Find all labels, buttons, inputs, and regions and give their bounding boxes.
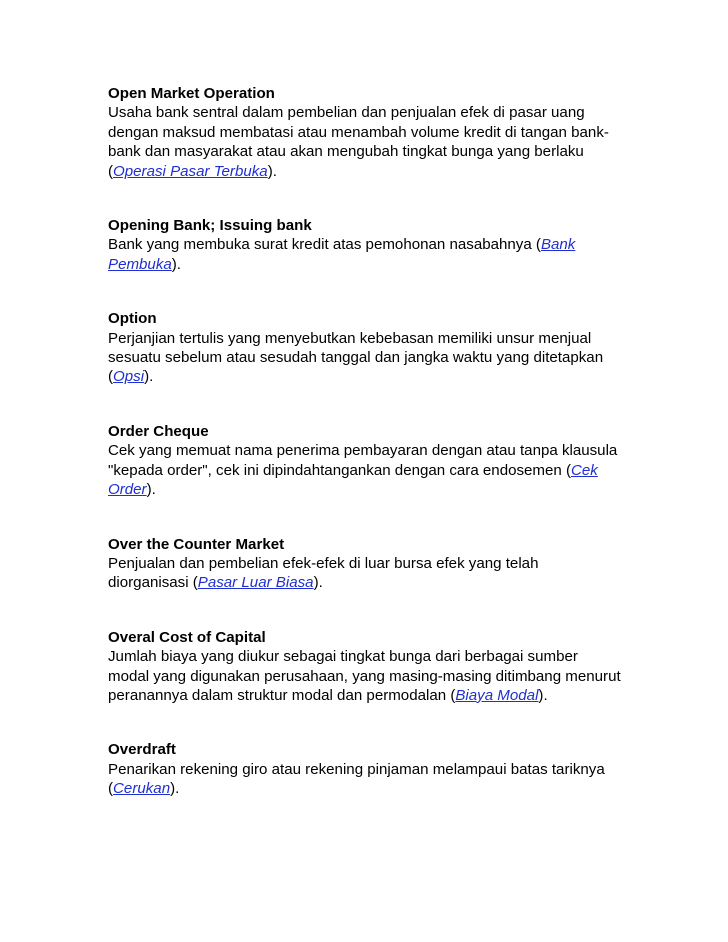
entry-term: Over the Counter Market (108, 535, 285, 553)
glossary-page (108, 84, 623, 834)
entry-definition (108, 647, 623, 705)
definition-suffix: ). (144, 368, 154, 386)
glossary-entry (108, 216, 623, 274)
entry-definition (108, 103, 623, 181)
definition-text: Cek yang memuat nama penerima pembayaran dengan atau tanpa klausula "kepada order", cek ini dipindahtangankan dengan cara endosemen ( (108, 442, 618, 479)
glossary-entry (108, 740, 623, 798)
translation-link[interactable]: Opsi (113, 368, 145, 386)
glossary-entry (108, 309, 623, 387)
translation-link[interactable]: Bank Pembuka (108, 236, 576, 273)
definition-suffix: ). (267, 162, 277, 180)
entry-term: Open Market Operation (108, 85, 275, 102)
entry-definition (108, 441, 623, 499)
translation-link[interactable]: Cerukan (113, 780, 171, 798)
definition-suffix: ). (538, 686, 548, 704)
entry-term: Overal Cost of Capital (108, 628, 266, 646)
definition-suffix: ). (146, 481, 156, 499)
definition-text: Penarikan rekening giro atau rekening pinjaman melampaui batas tariknya ( (108, 760, 605, 798)
translation-link[interactable]: Biaya Modal (455, 686, 539, 704)
entry-term: Overdraft (108, 741, 176, 759)
entry-term: Order Cheque (108, 422, 209, 440)
translation-link[interactable]: Pasar Luar Biasa (197, 574, 314, 592)
glossary-entry (108, 628, 623, 706)
definition-text: Bank yang membuka surat kredit atas pemohonan nasabahnya ( (108, 236, 541, 254)
glossary-entry (108, 422, 623, 500)
definition-text: Penjualan dan pembelian efek-efek di luar bursa efek yang telah diorganisasi ( (108, 554, 539, 592)
definition-suffix: ). (313, 574, 323, 592)
entry-definition (108, 329, 623, 387)
entry-definition (108, 235, 623, 274)
translation-link[interactable]: Cek Order (108, 461, 598, 499)
definition-suffix: ). (171, 255, 181, 273)
glossary-entry (108, 84, 623, 181)
glossary-entry (108, 535, 623, 593)
definition-text: Usaha bank sentral dalam pembelian dan penjualan efek di pasar uang dengan maksud membatasi atau menambah volume kredit di tangan bank-bank dan masyarakat atau akan mengubah tingkat bunga yang berlaku ( (108, 104, 609, 180)
translation-link[interactable]: Operasi Pasar Terbuka (113, 162, 268, 180)
entry-term: Opening Bank; Issuing bank (108, 217, 312, 235)
entry-definition (108, 554, 623, 593)
entry-term: Option (108, 310, 157, 328)
definition-suffix: ). (170, 780, 180, 798)
definition-text: Jumlah biaya yang diukur sebagai tingkat bunga dari berbagai sumber modal yang digunakan perusahaan, yang masing-masing ditimbang menurut peranannya dalam struktur modal dan permodalan ( (108, 648, 621, 704)
entry-definition (108, 760, 623, 799)
definition-text: Perjanjian tertulis yang menyebutkan kebebasan memiliki unsur menjual sesuatu sebelum atau sesudah tanggal dan jangka waktu yang ditetapkan ( (108, 329, 604, 386)
